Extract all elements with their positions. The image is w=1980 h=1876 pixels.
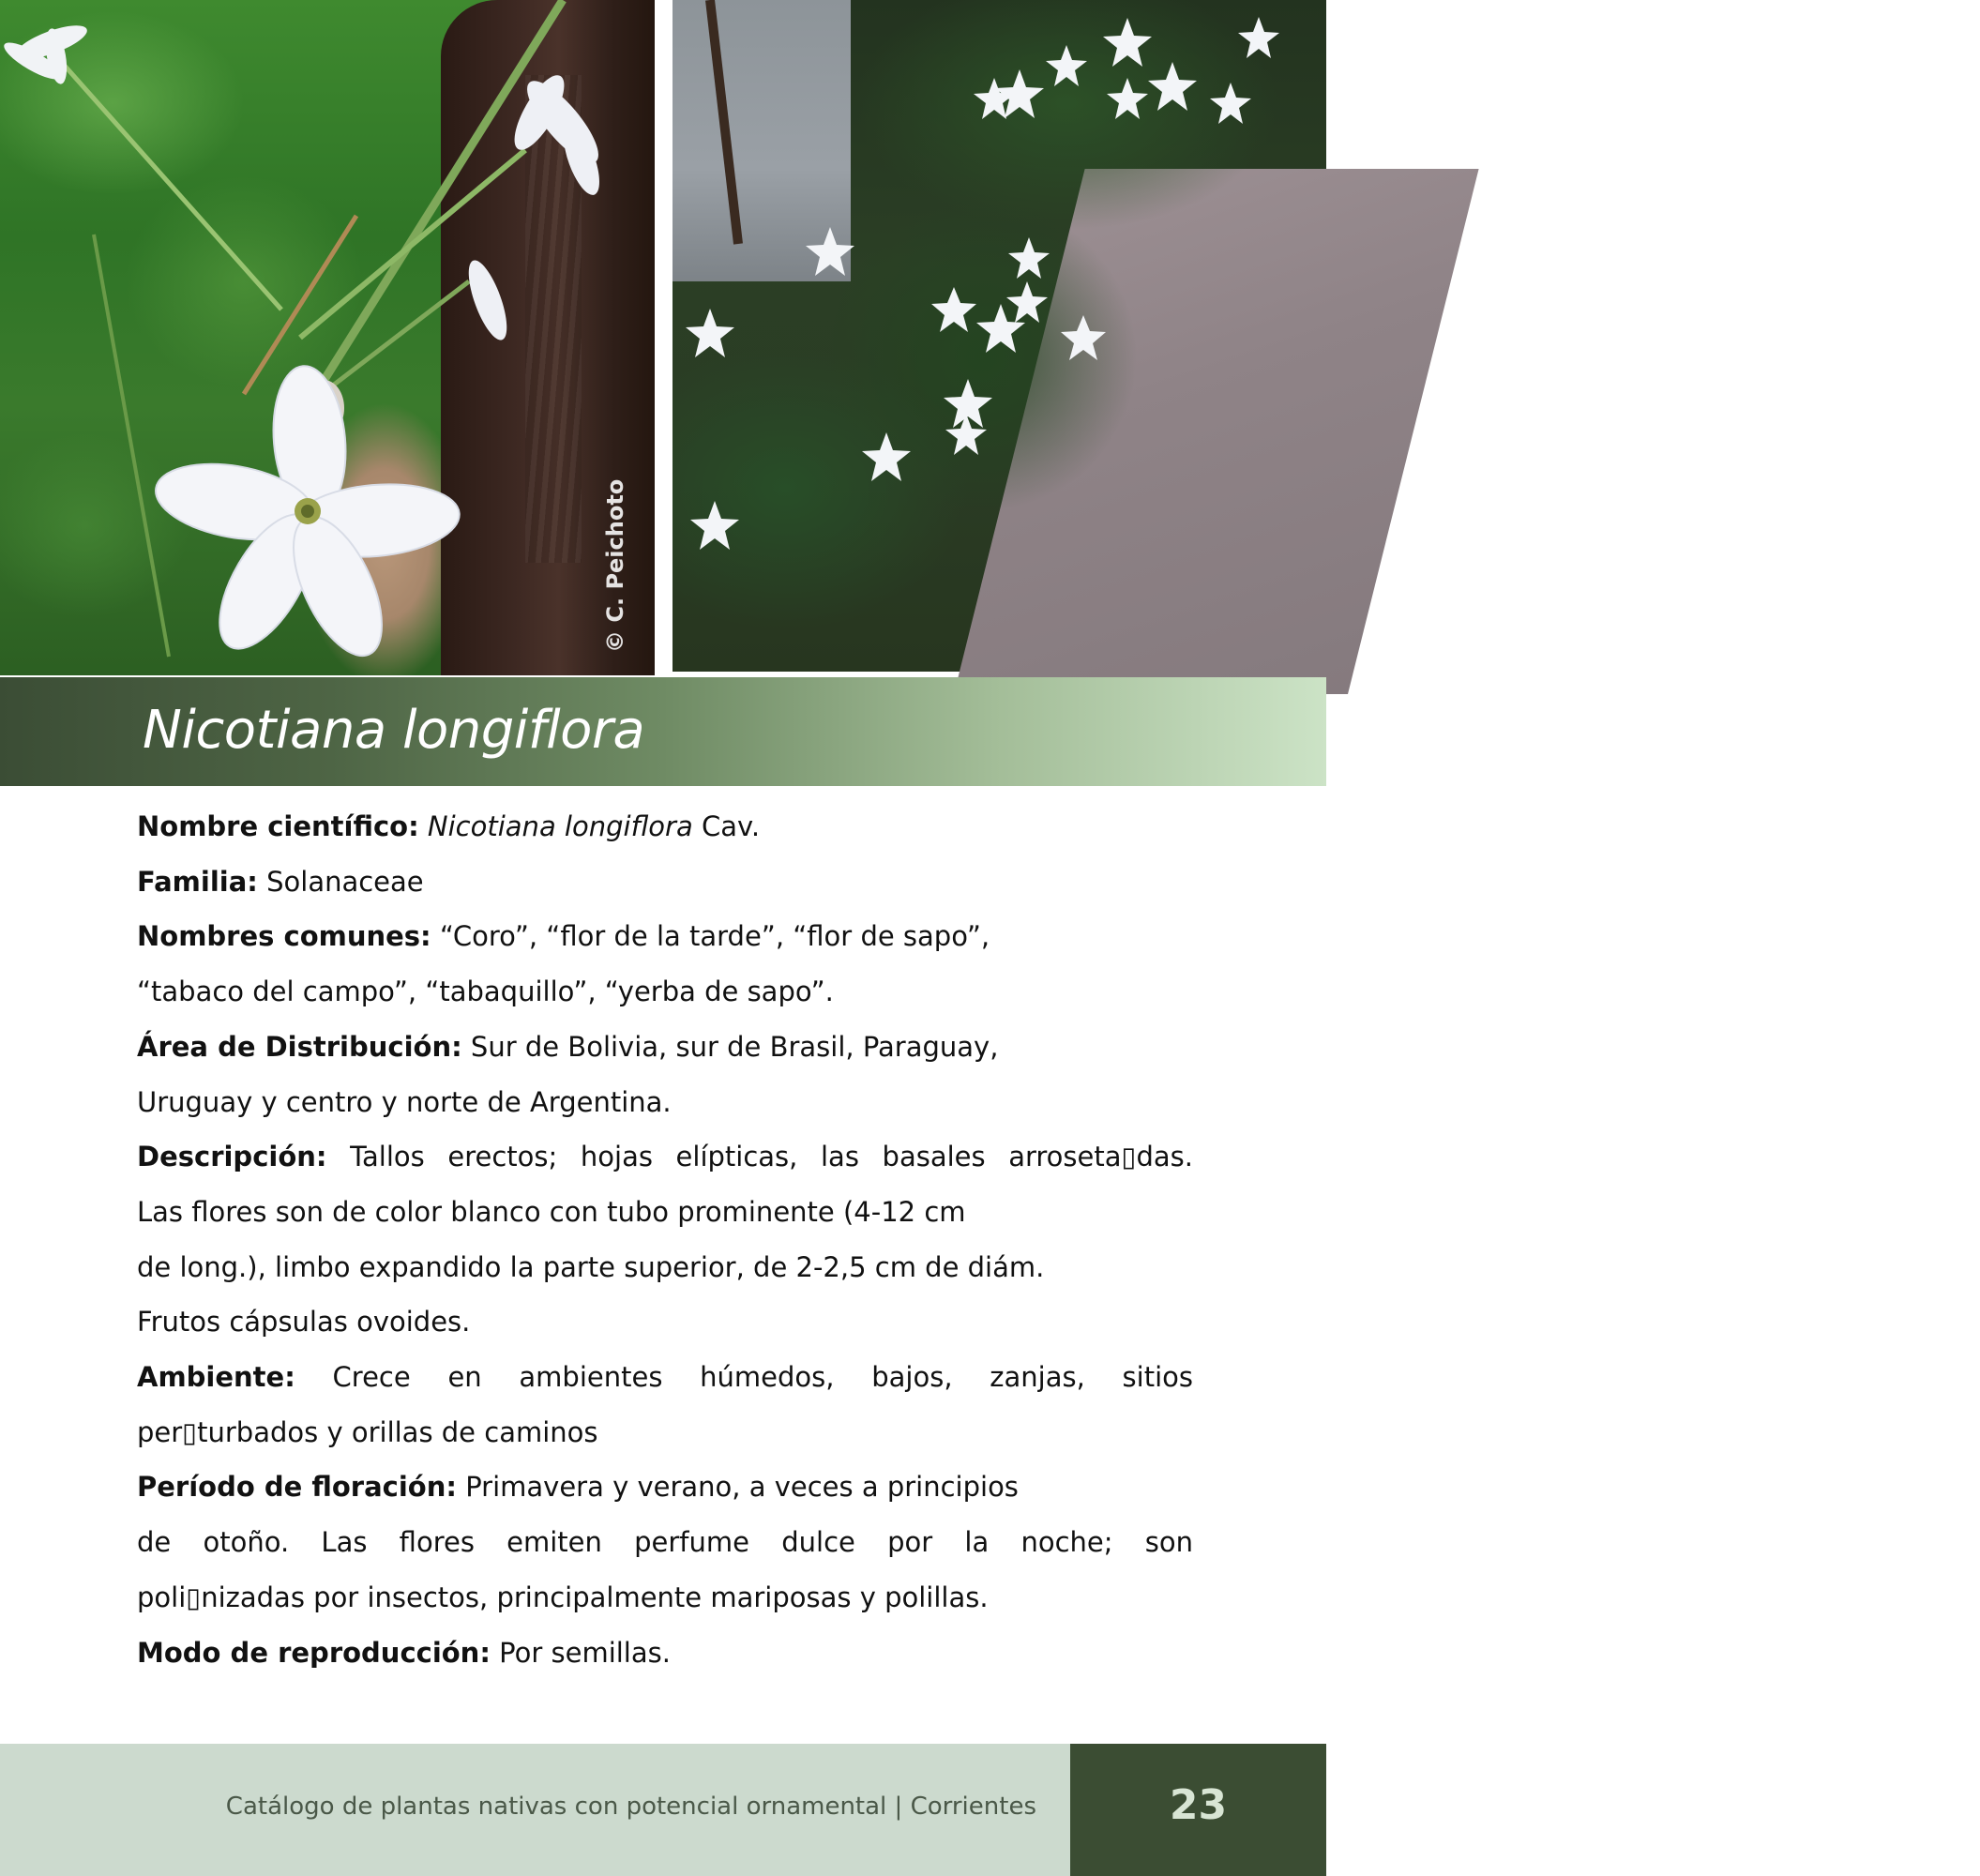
field-value: Primavera y verano, a veces a principios: [456, 1471, 1019, 1504]
field-scientific-name: [137, 799, 1193, 855]
field-label: Período de floración:: [137, 1471, 457, 1504]
photo-star-flowers-illustration: [673, 0, 1326, 672]
field-label: Área de Distribución:: [137, 1030, 462, 1063]
field-value: Tallos erectos; hojas elípticas, las basales arroseta▯das.: [326, 1141, 1193, 1173]
photo-nicotiana-plants-garden: [673, 0, 1980, 672]
field-habitat: [137, 1350, 1193, 1405]
field-label: Nombres comunes:: [137, 920, 431, 953]
field-label: Nombre científico:: [137, 810, 419, 842]
scientific-name-author: Cav.: [692, 810, 761, 842]
scientific-name-italic: Nicotiana longiflora: [427, 810, 693, 842]
field-reproduction: [137, 1626, 1193, 1681]
field-flowering-line3: poli▯nizadas por insectos, principalmente mariposas y polillas.: [137, 1581, 989, 1613]
photo-credit-right: © B.Olmedo: [1954, 499, 1980, 653]
field-common-names: [137, 909, 1193, 964]
catalog-title: Catálogo de plantas nativas con potencial ornamental | Corrientes: [225, 1793, 1036, 1821]
field-distribution-continued: Uruguay y centro y norte de Argentina.: [137, 1085, 672, 1118]
page-number: 23: [1169, 1781, 1228, 1829]
species-title: Nicotiana longiflora: [143, 700, 645, 761]
field-flowering-line2: de otoño. Las flores emiten perfume dulce por la noche; son: [137, 1526, 1193, 1559]
page-number-box: [1070, 1744, 1326, 1876]
field-habitat-continued: per▯turbados y orillas de caminos: [137, 1415, 598, 1448]
page-footer: [0, 1744, 1326, 1876]
field-description-line3: de long.), limbo expandido la parte superior, de 2-2,5 cm de diám.: [137, 1250, 1045, 1283]
field-description: [137, 1129, 1193, 1185]
field-common-names-continued: “tabaco del campo”, “tabaquillo”, “yerba de sapo”.: [137, 976, 834, 1008]
field-value: “Coro”, “flor de la tarde”, “flor de sapo”,: [431, 920, 990, 953]
field-value: Por semillas.: [490, 1636, 671, 1669]
photo-flower-illustration: [0, 0, 655, 675]
field-label: Modo de reproducción:: [137, 1636, 491, 1669]
field-label: Familia:: [137, 865, 258, 898]
field-label: Ambiente:: [137, 1361, 295, 1394]
field-description-line4: Frutos cápsulas ovoides.: [137, 1306, 471, 1339]
field-label: Descripción:: [137, 1141, 327, 1173]
photo-nicotiana-flower-closeup: [0, 0, 655, 675]
field-value: Solanaceae: [257, 865, 424, 898]
field-family: [137, 855, 1193, 910]
field-flowering: [137, 1460, 1193, 1515]
species-title-band: [0, 677, 1326, 786]
photo-credit-left: © C. Peichoto: [602, 478, 628, 653]
field-value: Sur de Bolivia, sur de Brasil, Paraguay,: [461, 1030, 999, 1063]
species-details: [137, 799, 1193, 1680]
field-description-line2: Las flores son de color blanco con tubo prominente (4-12 cm: [137, 1195, 966, 1228]
field-value: Crece en ambientes húmedos, bajos, zanjas, sitios: [295, 1361, 1193, 1394]
field-distribution: [137, 1020, 1193, 1075]
